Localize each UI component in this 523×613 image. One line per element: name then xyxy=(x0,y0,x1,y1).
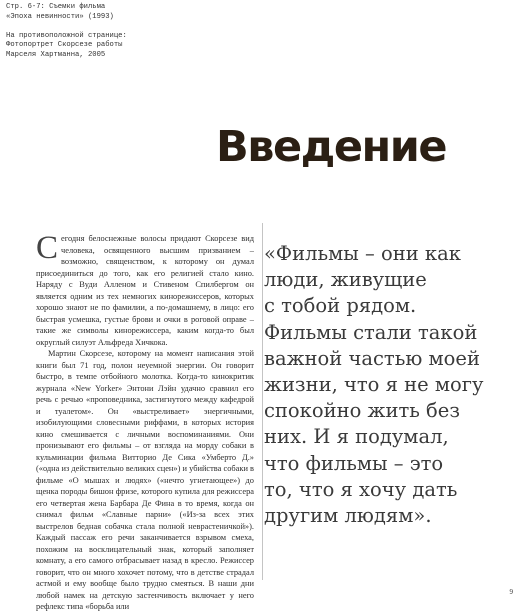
caption-line: На противоположной странице: xyxy=(6,31,127,40)
pull-quote-line: них. И я подумал, xyxy=(264,425,449,449)
photo-caption xyxy=(6,3,306,61)
caption-line: «Эпоха невинности» (1993) xyxy=(6,12,114,21)
caption-line: Марселя Хартманна, 2005 xyxy=(6,50,106,59)
page-number: 9 xyxy=(509,588,513,596)
pull-quote-line: важной частью моей xyxy=(264,346,480,370)
body-paragraph: Мартин Скорсезе, которому на момент написания этой книги был 71 год, полон неуемной энергии. Он говорит быстро, в темпе отбойного молотка. Когда-то кинокритик журнала «New Yorker» Энтони Лэйн удачно сравнил его речь с речью «проповедника, застигнутого между кафедрой и туалетом». Он «выстреливает» энергичными, изобилующими словесными риффами, в которых история кино смешивается с личными воспоминаниями. Они пронизывают его фильмы – от взгляда на морду собаки в кульминации фильма Витторио Де Сика «Умберто Д.» («одна из действительно великих сцен») и убийства собаки в фильме «О мышах и людях» («нечто угнетающее») до щенка породы бишон фризе, которого купила для режиссера его четвертая жена Барбара Де Фина в то время, когда он снимал фильм «Славные парни» («Из-за всех этих выстрелов бедная собачка стала полной неврастеничкой»). Каждый пассаж его речи заканчивается взрывом смеха, похожим на восклицательный знак, который заполняет комнату, а его самого отбрасывает назад в кресло. Режиссер говорит, что он много хохочет потому, что в детстве страдал астмой и ему вообще было трудно смеяться. В наши дни любой намек на детскую застенчивость включает у него рефлекс типа «борьба или xyxy=(36,349,254,611)
body-paragraph xyxy=(36,230,254,348)
caption-line xyxy=(6,22,306,32)
pull-quote-line: Фильмы стали такой xyxy=(264,320,478,344)
pull-quote-line: что фильмы – это xyxy=(264,451,444,475)
pull-quote-line: люди, живущие xyxy=(264,268,427,292)
pull-quote-line: с тобой рядом. xyxy=(264,294,417,318)
paragraph-text: егодня белоснежные волосы придают Скорсезе вид человека, освященного высшим призванием – возможно, священством, к которому он думал присоединиться до того, как его религией стало кино. Наряду с Вуди Алленом и Стивеном Спилбергом он является одним из тех немногих кинорежиссеров, которых хорошо знают не по фамилии, а по-домашнему, в лицо: его быстрая усмешка, густые брови и очки в роговой оправе – такие же символы кинорежиссера, каким когда-то был округлый силуэт Альфреда Хичкока. xyxy=(36,234,254,347)
pull-quote-line: «Фильмы – они как xyxy=(264,242,461,265)
drop-cap: С xyxy=(36,230,59,266)
pull-quote xyxy=(264,241,489,529)
pull-quote-line: спокойно жить без xyxy=(264,399,460,423)
caption-line: Стр. 6-7: Съемки фильма xyxy=(6,3,106,11)
caption-line: Фотопортрет Скорсезе работы xyxy=(6,41,123,50)
body-text xyxy=(36,230,254,613)
chapter-title: Введение xyxy=(216,122,447,172)
column-divider xyxy=(262,223,263,580)
pull-quote-line: то, что я хочу дать xyxy=(264,477,458,501)
pull-quote-line: жизни, что я не могу xyxy=(264,373,484,397)
pull-quote-line: другим людям». xyxy=(264,504,432,528)
